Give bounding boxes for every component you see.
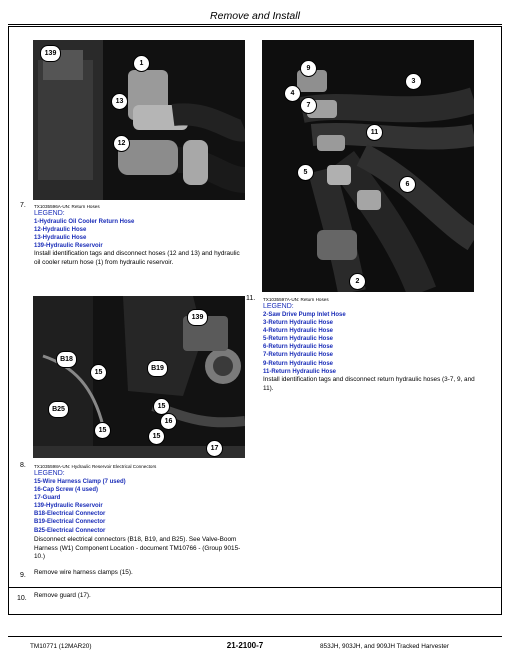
legend-item: 16-Cap Screw (4 used) <box>34 487 99 494</box>
step-11-legend <box>263 311 346 376</box>
step-7-text: Install identification tags and disconnect hoses (12 and 13) and hydraulic oil cooler return hose (1) from hydraulic reservoir. <box>34 250 240 266</box>
callout-139: 139 <box>187 309 208 326</box>
step-8-number: 8. <box>20 462 26 469</box>
callout-13: 13 <box>111 93 128 110</box>
step-8-legend-title: LEGEND: <box>34 470 65 477</box>
footer-rule <box>8 636 502 637</box>
callout-b18: B18 <box>56 351 77 368</box>
page-title: Remove and Install <box>210 10 300 22</box>
legend-item: 5-Return Hydraulic Hose <box>263 336 334 343</box>
legend-item: 9-Return Hydraulic Hose <box>263 360 334 367</box>
callout-b19: B19 <box>147 360 168 377</box>
legend-item: 139-Hydraulic Reservoir <box>34 243 103 250</box>
legend-item: 6-Return Hydraulic Hose <box>263 344 334 351</box>
step-7-caption: TX1035596A-UN: Return Hoses <box>34 204 100 209</box>
callout-17: 17 <box>206 440 223 457</box>
step-11-number: 11. <box>246 295 256 302</box>
legend-item: 139-Hydraulic Reservoir <box>34 503 103 510</box>
legend-item: 13-Hydraulic Hose <box>34 235 87 242</box>
callout-5: 5 <box>297 164 314 181</box>
callout-9: 9 <box>300 60 317 77</box>
callout-7: 7 <box>300 97 317 114</box>
callout-3: 3 <box>405 73 422 90</box>
callout-15: 15 <box>148 428 165 445</box>
header-rule <box>8 24 502 25</box>
step-8-caption: TX1035598A-UN: Hydraulic Reservoir Electrical Connectors <box>34 464 157 469</box>
callout-6: 6 <box>399 176 416 193</box>
legend-item: 4-Return Hydraulic Hose <box>263 328 334 335</box>
step-9-number: 9. <box>20 572 26 579</box>
step-10-number: 10. <box>17 595 27 602</box>
callout-4: 4 <box>284 85 301 102</box>
callout-16: 16 <box>160 413 177 430</box>
photo-return-hoses-1 <box>33 40 245 200</box>
legend-item: B19-Electrical Connector <box>34 519 106 526</box>
photo-return-hoses-2 <box>262 40 474 292</box>
step-9-text: Remove wire harness clamps (15). <box>34 569 133 576</box>
callout-15: 15 <box>153 398 170 415</box>
callout-15: 15 <box>94 422 111 439</box>
footer-product: 853JH, 903JH, and 909JH Tracked Harvester <box>320 643 449 650</box>
footer-page-number: 21-2100-7 <box>226 641 264 650</box>
legend-item: 11-Return Hydraulic Hose <box>263 368 337 375</box>
step-8-text: Disconnect electrical connectors (B18, B19, and B25). See Valve-Boom Harness (W1) Component Location - document TM10766 - (Group 9015-10.) <box>34 536 241 561</box>
callout-15: 15 <box>90 364 107 381</box>
legend-item: 1-Hydraulic Oil Cooler Return Hose <box>34 219 135 225</box>
bottom-divider <box>8 587 502 588</box>
step-7-legend-title: LEGEND: <box>34 210 65 217</box>
callout-2: 2 <box>349 273 366 290</box>
footer-document-id: TM10771 (12MAR20) <box>30 643 92 650</box>
legend-item: B25-Electrical Connector <box>34 527 106 534</box>
step-10-text: Remove guard (17). <box>34 592 91 599</box>
step-11-text: Install identification tags and disconnect return hydraulic hoses (3-7, 9, and 11). <box>263 376 475 392</box>
legend-item: 2-Saw Drive Pump Inlet Hose <box>263 312 346 318</box>
legend-item: 7-Return Hydraulic Hose <box>263 352 334 359</box>
step-8-legend <box>34 478 126 535</box>
legend-item: B18-Electrical Connector <box>34 511 106 518</box>
step-11-caption: TX1035597A-UN: Return Hoses <box>263 297 329 302</box>
step-11-legend-title: LEGEND: <box>263 303 294 310</box>
legend-item: 3-Return Hydraulic Hose <box>263 320 334 327</box>
photo-electrical-connectors <box>33 296 245 458</box>
callout-11: 11 <box>366 124 383 141</box>
callout-139: 139 <box>40 45 61 62</box>
step-7-legend <box>34 218 134 250</box>
step-7-number: 7. <box>20 202 26 209</box>
callout-1: 1 <box>133 55 150 72</box>
legend-item: 15-Wire Harness Clamp (7 used) <box>34 479 126 485</box>
legend-item: 12-Hydraulic Hose <box>34 227 87 234</box>
callout-12: 12 <box>113 135 130 152</box>
callout-b25: B25 <box>48 401 69 418</box>
legend-item: 17-Guard <box>34 495 61 502</box>
